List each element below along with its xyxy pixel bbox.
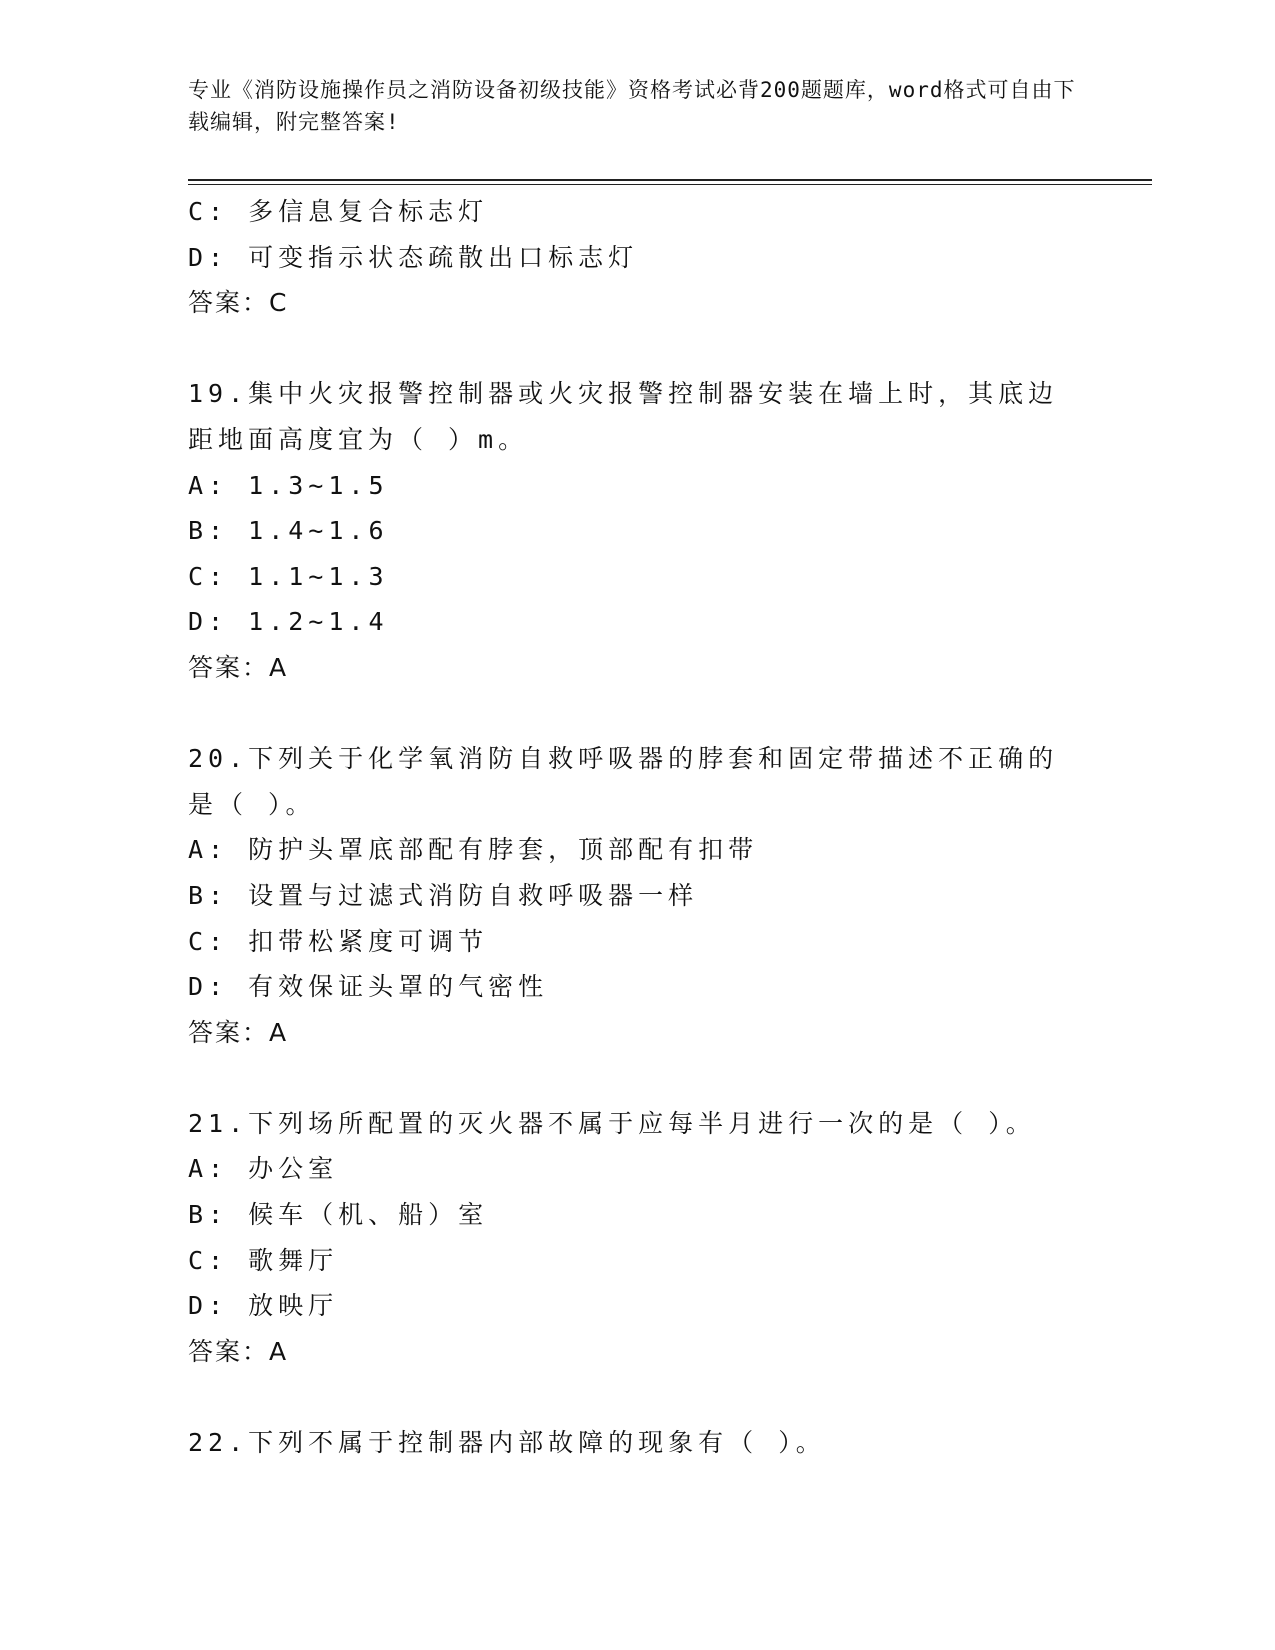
question-stem: 22.下列不属于控制器内部故障的现象有（ ）。: [188, 1428, 826, 1458]
question-21: [188, 1101, 1088, 1375]
option-a: A: 防护头罩底部配有脖套，顶部配有扣带: [188, 835, 759, 865]
option-c: C: 扣带松紧度可调节: [188, 926, 489, 956]
option-b: B: 候车（机、船）室: [188, 1200, 489, 1230]
option-b: B: 设置与过滤式消防自救呼吸器一样: [188, 880, 699, 910]
question-19: [188, 371, 1088, 690]
answer: 答案：C: [188, 288, 289, 318]
spacer: [188, 1055, 1088, 1101]
question-18-tail: [188, 189, 1088, 326]
header-rule-thin: [188, 184, 1152, 185]
header-rule-thick: [188, 179, 1152, 181]
answer: 答案：A: [188, 1336, 289, 1366]
question-stem: 21.下列场所配置的灭火器不属于应每半月进行一次的是（ ）。: [188, 1108, 1036, 1138]
question-22: [188, 1420, 1088, 1466]
question-list: [188, 189, 1088, 1466]
option-d: D: 放映厅: [188, 1291, 339, 1321]
option-d: D: 有效保证头罩的气密性: [188, 972, 549, 1002]
option-b: B: 1.4~1.6: [188, 516, 389, 546]
question-20: [188, 736, 1088, 1055]
answer: 答案：A: [188, 1017, 289, 1047]
option-a: A: 1.3~1.5: [188, 470, 389, 500]
spacer: [188, 326, 1088, 372]
option-c: C: 1.1~1.3: [188, 561, 389, 591]
spacer: [188, 691, 1088, 737]
option-d: D: 1.2~1.4: [188, 607, 389, 637]
option-c: C: 歌舞厅: [188, 1245, 339, 1275]
option-a: A: 办公室: [188, 1154, 339, 1184]
question-stem: 20.下列关于化学氧消防自救呼吸器的脖套和固定带描述不正确的是（ ）。: [188, 744, 1059, 819]
option-d: D: 可变指示状态疏散出口标志灯: [188, 242, 639, 272]
question-stem: 19.集中火灾报警控制器或火灾报警控制器安装在墙上时，其底边距地面高度宜为（ ）m。: [188, 379, 1059, 454]
document-header: 专业《消防设施操作员之消防设备初级技能》资格考试必背200题题库，word格式可自由下载编辑，附完整答案!: [188, 78, 1076, 134]
answer: 答案：A: [188, 652, 289, 682]
spacer: [188, 1374, 1088, 1420]
option-c: C: 多信息复合标志灯: [188, 197, 489, 226]
